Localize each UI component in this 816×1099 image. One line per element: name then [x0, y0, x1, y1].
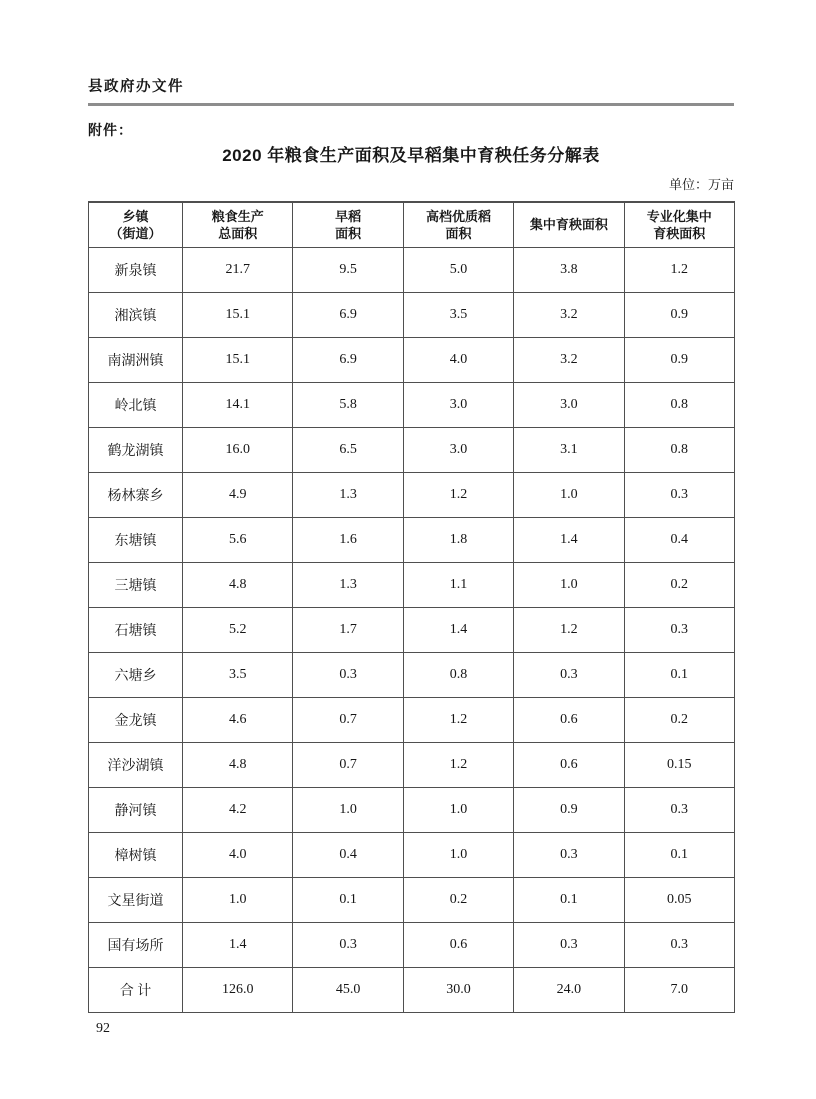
value-cell: 0.2 [624, 563, 734, 608]
value-cell: 1.0 [183, 878, 293, 923]
value-cell: 1.7 [293, 608, 403, 653]
value-cell: 3.0 [403, 383, 513, 428]
value-cell: 3.5 [183, 653, 293, 698]
value-cell: 6.9 [293, 338, 403, 383]
value-cell: 45.0 [293, 968, 403, 1013]
column-header-line: 面积 [335, 225, 362, 241]
value-cell: 0.3 [624, 923, 734, 968]
value-cell: 5.6 [183, 518, 293, 563]
value-cell: 0.1 [624, 833, 734, 878]
value-cell: 3.8 [514, 248, 624, 293]
table-row [89, 293, 735, 338]
value-cell: 126.0 [183, 968, 293, 1013]
column-header-line: 早稻 [335, 208, 362, 224]
value-cell: 0.3 [624, 788, 734, 833]
table-row [89, 653, 735, 698]
table-row [89, 923, 735, 968]
column-header-line: （街道） [109, 225, 162, 241]
table-row [89, 518, 735, 563]
table-row [89, 473, 735, 518]
table-row [89, 428, 735, 473]
town-name-cell: 金龙镇 [89, 698, 183, 743]
town-name-cell: 洋沙湖镇 [89, 743, 183, 788]
value-cell: 4.6 [183, 698, 293, 743]
value-cell: 0.9 [624, 338, 734, 383]
value-cell: 3.0 [514, 383, 624, 428]
value-cell: 0.9 [514, 788, 624, 833]
town-name-cell: 岭北镇 [89, 383, 183, 428]
value-cell: 0.3 [293, 653, 403, 698]
column-header-line: 乡镇 [122, 208, 149, 224]
value-cell: 6.5 [293, 428, 403, 473]
value-cell: 14.1 [183, 383, 293, 428]
doc-type-label: 县政府办文件 [88, 79, 184, 95]
value-cell: 21.7 [183, 248, 293, 293]
value-cell: 24.0 [514, 968, 624, 1013]
value-cell: 0.1 [624, 653, 734, 698]
value-cell: 5.2 [183, 608, 293, 653]
table-row [89, 248, 735, 293]
value-cell: 0.15 [624, 743, 734, 788]
town-name-cell: 南湖洲镇 [89, 338, 183, 383]
value-cell: 3.2 [514, 338, 624, 383]
value-cell: 3.2 [514, 293, 624, 338]
value-cell: 1.0 [293, 788, 403, 833]
value-cell: 3.5 [403, 293, 513, 338]
column-header-premium-rice [403, 202, 513, 248]
column-header-line: 面积 [445, 225, 472, 241]
value-cell: 0.2 [403, 878, 513, 923]
column-header-line: 粮食生产 [211, 208, 264, 224]
value-cell: 0.3 [514, 653, 624, 698]
value-cell: 5.0 [403, 248, 513, 293]
value-cell: 4.2 [183, 788, 293, 833]
value-cell: 0.7 [293, 743, 403, 788]
value-cell: 1.0 [403, 833, 513, 878]
table-row [89, 338, 735, 383]
value-cell: 1.0 [514, 473, 624, 518]
value-cell: 0.2 [624, 698, 734, 743]
column-header-line: 高档优质稻 [425, 208, 491, 224]
table-header-row [89, 202, 735, 248]
value-cell: 1.3 [293, 563, 403, 608]
value-cell: 4.0 [183, 833, 293, 878]
value-cell: 1.1 [403, 563, 513, 608]
table-row [89, 833, 735, 878]
table-row [89, 743, 735, 788]
town-name-cell: 文星街道 [89, 878, 183, 923]
value-cell: 1.2 [624, 248, 734, 293]
value-cell: 0.6 [514, 743, 624, 788]
town-name-cell: 新泉镇 [89, 248, 183, 293]
value-cell: 30.0 [403, 968, 513, 1013]
value-cell: 3.1 [514, 428, 624, 473]
table-row [89, 788, 735, 833]
value-cell: 16.0 [183, 428, 293, 473]
value-cell: 1.2 [403, 743, 513, 788]
value-cell: 0.05 [624, 878, 734, 923]
value-cell: 1.0 [403, 788, 513, 833]
value-cell: 0.8 [624, 383, 734, 428]
town-name-cell: 六塘乡 [89, 653, 183, 698]
town-name-cell: 静河镇 [89, 788, 183, 833]
value-cell: 0.8 [624, 428, 734, 473]
value-cell: 0.1 [514, 878, 624, 923]
column-header-line: 总面积 [218, 225, 258, 241]
value-cell: 0.9 [624, 293, 734, 338]
value-cell: 5.8 [293, 383, 403, 428]
value-cell: 0.7 [293, 698, 403, 743]
value-cell: 4.0 [403, 338, 513, 383]
value-cell: 0.3 [514, 923, 624, 968]
value-cell: 0.4 [293, 833, 403, 878]
value-cell: 0.3 [624, 608, 734, 653]
value-cell: 0.3 [293, 923, 403, 968]
value-cell: 3.0 [403, 428, 513, 473]
town-name-cell: 杨林寨乡 [89, 473, 183, 518]
value-cell: 15.1 [183, 293, 293, 338]
value-cell: 0.6 [403, 923, 513, 968]
value-cell: 1.2 [514, 608, 624, 653]
value-cell: 1.4 [403, 608, 513, 653]
attachment-label: 附件： [88, 121, 133, 138]
unit-label: 单位：万亩 [668, 176, 734, 192]
town-name-cell: 东塘镇 [89, 518, 183, 563]
column-header-total-area [183, 202, 293, 248]
value-cell: 4.8 [183, 743, 293, 788]
value-cell: 9.5 [293, 248, 403, 293]
value-cell: 0.1 [293, 878, 403, 923]
table-row [89, 563, 735, 608]
value-cell: 4.8 [183, 563, 293, 608]
column-header-specialized-seedling [624, 202, 734, 248]
value-cell: 15.1 [183, 338, 293, 383]
value-cell: 0.6 [514, 698, 624, 743]
doc-title: 2020 年粮食生产面积及早稻集中育秧任务分解表 [222, 145, 600, 165]
town-name-cell: 国有场所 [89, 923, 183, 968]
page-number: 92 [96, 1021, 110, 1036]
town-name-cell: 石塘镇 [89, 608, 183, 653]
table-row [89, 383, 735, 428]
value-cell: 0.8 [403, 653, 513, 698]
header-rule [88, 103, 734, 106]
value-cell: 6.9 [293, 293, 403, 338]
task-table [88, 201, 735, 1014]
column-header-town [89, 202, 183, 248]
value-cell: 7.0 [624, 968, 734, 1013]
value-cell: 0.4 [624, 518, 734, 563]
table-row [89, 968, 735, 1013]
column-header-line: 专业化集中 [646, 208, 712, 224]
column-header-early-rice [293, 202, 403, 248]
value-cell: 1.4 [183, 923, 293, 968]
column-header-seedling-area [514, 202, 624, 248]
town-name-cell: 合 计 [89, 968, 183, 1013]
town-name-cell: 湘滨镇 [89, 293, 183, 338]
value-cell: 1.8 [403, 518, 513, 563]
value-cell: 1.4 [514, 518, 624, 563]
value-cell: 4.9 [183, 473, 293, 518]
value-cell: 1.2 [403, 698, 513, 743]
table-row [89, 608, 735, 653]
town-name-cell: 樟树镇 [89, 833, 183, 878]
value-cell: 1.2 [403, 473, 513, 518]
value-cell: 1.3 [293, 473, 403, 518]
value-cell: 1.0 [514, 563, 624, 608]
value-cell: 1.6 [293, 518, 403, 563]
table-row [89, 698, 735, 743]
value-cell: 0.3 [514, 833, 624, 878]
column-header-line: 育秧面积 [653, 225, 706, 241]
town-name-cell: 三塘镇 [89, 563, 183, 608]
town-name-cell: 鹤龙湖镇 [89, 428, 183, 473]
table-row [89, 878, 735, 923]
column-header-line: 集中育秧面积 [529, 217, 608, 233]
value-cell: 0.3 [624, 473, 734, 518]
